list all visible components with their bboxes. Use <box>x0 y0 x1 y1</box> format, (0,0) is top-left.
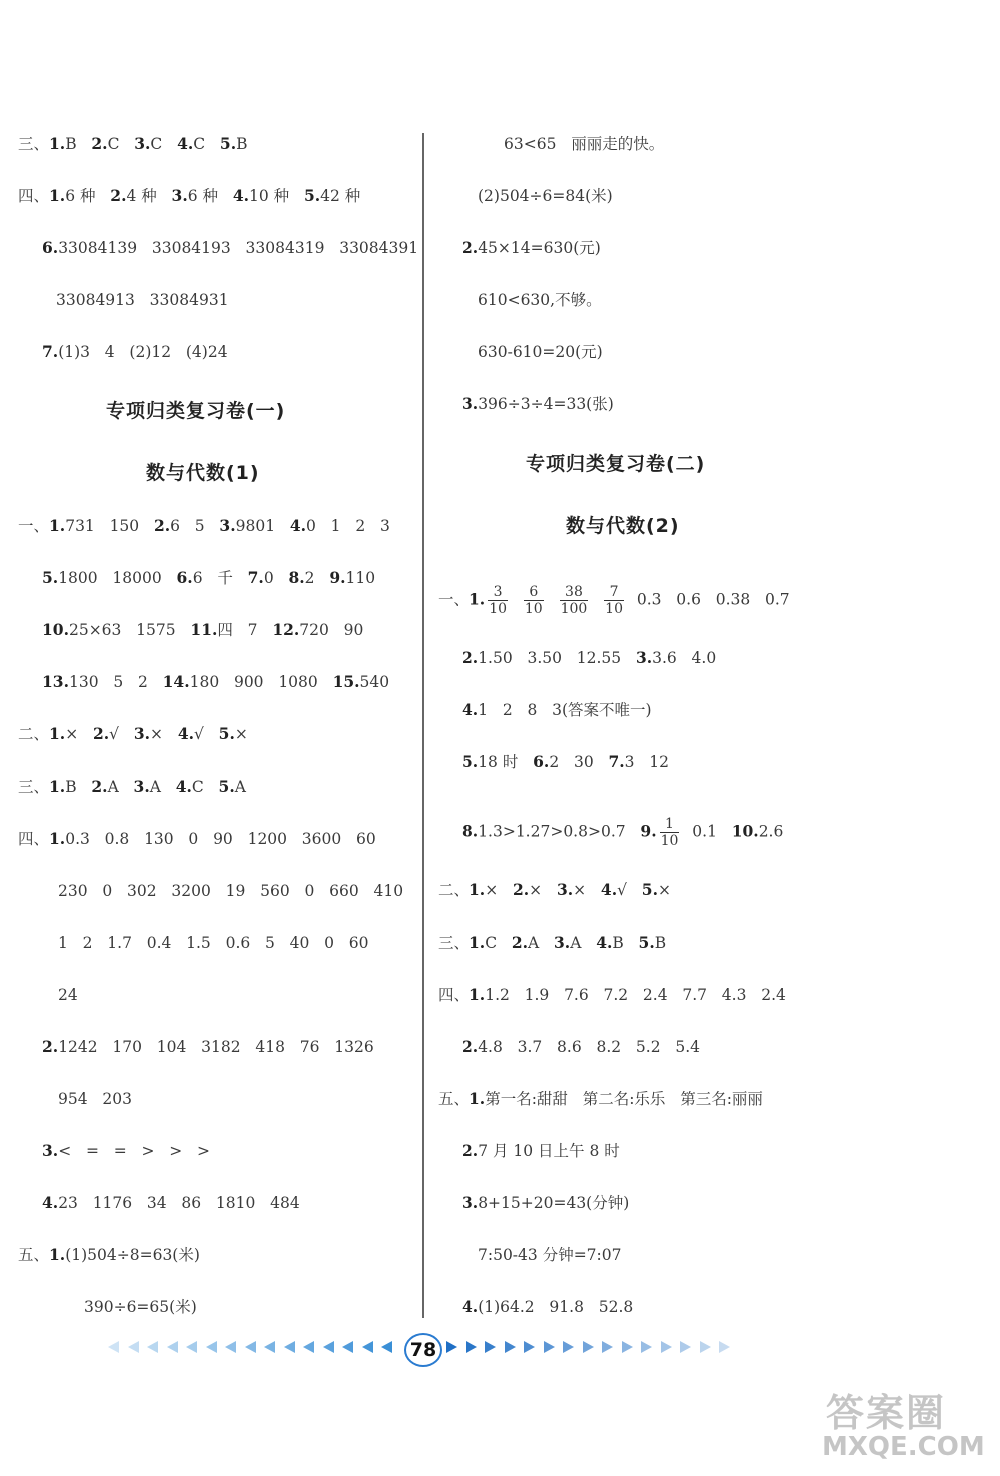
watermark-text: 答案圈 <box>826 1391 947 1435</box>
answer-line: 230 0 302 3200 19 560 0 660 410 <box>58 882 404 900</box>
fraction: $\frac{1}{10}$ <box>660 816 679 849</box>
right-arrow-icon <box>583 1341 594 1353</box>
answer-line: 2.1242 170 104 3182 418 76 1326 <box>42 1037 374 1056</box>
answer-line: 二、1.× 2.√ 3.× 4.√ 5.× <box>18 724 248 743</box>
right-arrow-icon <box>602 1341 613 1353</box>
answer-line: 四、1.0.3 0.8 130 0 90 1200 3600 60 <box>18 829 376 848</box>
answer-line: 33084913 33084931 <box>56 291 229 309</box>
answer-line: 390÷6=65(米) <box>84 1298 197 1316</box>
subsection-heading: 数与代数(1) <box>146 462 260 484</box>
left-arrow-icon <box>303 1341 314 1353</box>
left-arrow-icon <box>225 1341 236 1353</box>
answer-line-fractions: 一、1. $\frac{3}{10}$ $\frac{6}{10}$ $\frac{38}{100}$ $\frac{7}{10}$ 0.3 0.6 0.38 0.7 <box>438 584 790 617</box>
right-arrow-icon <box>446 1341 457 1353</box>
answer-line: 63<65 丽丽走的快。 <box>504 135 665 153</box>
right-arrow-icon <box>466 1341 477 1353</box>
right-column <box>428 0 1000 1476</box>
answer-line: 二、1.× 2.× 3.× 4.√ 5.× <box>438 880 671 899</box>
right-arrow-icon <box>622 1341 633 1353</box>
right-arrow-icon <box>641 1341 652 1353</box>
left-arrow-icon <box>167 1341 178 1353</box>
right-arrow-icon <box>661 1341 672 1353</box>
answer-line: 2.1.50 3.50 12.55 3.3.6 4.0 <box>462 648 717 667</box>
right-arrow-icon <box>680 1341 691 1353</box>
answer-line: 一、1.731 150 2.6 5 3.9801 4.0 1 2 3 <box>18 516 390 535</box>
answer-line: 6.33084139 33084193 33084319 33084391 <box>42 238 419 257</box>
answer-line: 24 <box>58 986 78 1004</box>
left-arrow-icon <box>245 1341 256 1353</box>
left-arrow-icon <box>108 1341 119 1353</box>
section-heading: 专项归类复习卷(一) <box>106 400 286 422</box>
answer-line: 3.8+15+20=43(分钟) <box>462 1193 630 1212</box>
column-divider <box>422 133 424 1318</box>
answer-line: 1 2 1.7 0.4 1.5 0.6 5 40 0 60 <box>58 934 369 952</box>
answer-line: 10.25×63 1575 11.四 7 12.720 90 <box>42 620 364 639</box>
left-arrow-icon <box>284 1341 295 1353</box>
answer-line: 630-610=20(元) <box>478 343 603 361</box>
fraction: $\frac{7}{10}$ <box>605 584 623 617</box>
answer-line: 3.396÷3÷4=33(张) <box>462 394 614 413</box>
answer-line: 7.(1)3 4 (2)12 (4)24 <box>42 342 228 361</box>
answer-line: 五、1.(1)504÷8=63(米) <box>18 1245 200 1264</box>
answer-line: 四、1.1.2 1.9 7.6 7.2 2.4 7.7 4.3 2.4 <box>438 985 786 1004</box>
right-arrow-icon <box>719 1341 730 1353</box>
answer-line-fractions: 8.1.3>1.27>0.8>0.7 9. $\frac{1}{10}$ 0.1 10.2.6 <box>462 816 784 849</box>
answer-line: 三、1.B 2.C 3.C 4.C 5.B <box>18 134 248 153</box>
left-arrow-icon <box>147 1341 158 1353</box>
answer-line: 3.< = = > > > <box>42 1141 211 1160</box>
page-footer <box>100 1333 740 1365</box>
left-arrow-icon <box>342 1341 353 1353</box>
subsection-heading: 数与代数(2) <box>566 515 680 537</box>
left-arrow-icon <box>264 1341 275 1353</box>
right-arrow-icon <box>505 1341 516 1353</box>
right-arrow-icon <box>700 1341 711 1353</box>
left-arrow-icon <box>362 1341 373 1353</box>
fraction: $\frac{6}{10}$ <box>524 584 543 617</box>
answer-line: 2.7 月 10 日上午 8 时 <box>462 1141 620 1160</box>
left-arrow-icon <box>323 1341 334 1353</box>
answer-line: 2.45×14=630(元) <box>462 238 601 257</box>
answer-line: 7:50-43 分钟=7:07 <box>478 1246 622 1264</box>
answer-line: 4.23 1176 34 86 1810 484 <box>42 1193 300 1212</box>
left-arrow-icon <box>186 1341 197 1353</box>
answer-line: 四、1.6 种 2.4 种 3.6 种 4.10 种 5.42 种 <box>18 186 361 205</box>
right-arrow-icon <box>563 1341 574 1353</box>
left-arrow-icon <box>206 1341 217 1353</box>
left-arrow-icon <box>381 1341 392 1353</box>
watermark-logo <box>822 1382 992 1468</box>
fraction: $\frac{38}{100}$ <box>560 584 588 617</box>
answer-line: 610<630,不够。 <box>478 291 602 309</box>
answer-line: 4.1 2 8 3(答案不唯一) <box>462 700 652 719</box>
left-arrow-icon <box>128 1341 139 1353</box>
answer-line: 三、1.C 2.A 3.A 4.B 5.B <box>438 933 667 952</box>
right-arrow-icon <box>485 1341 496 1353</box>
watermark-url: MXQE.COM <box>822 1432 985 1462</box>
answer-line: 三、1.B 2.A 3.A 4.C 5.A <box>18 777 246 796</box>
page-number: 78 <box>404 1333 442 1367</box>
answer-line: (2)504÷6=84(米) <box>478 187 613 205</box>
answer-line: 5.1800 18000 6.6 千 7.0 8.2 9.110 <box>42 568 376 587</box>
right-arrow-icon <box>544 1341 555 1353</box>
right-arrow-icon <box>524 1341 535 1353</box>
answer-line: 13.130 5 2 14.180 900 1080 15.540 <box>42 672 390 691</box>
answer-line: 五、1.第一名:甜甜 第二名:乐乐 第三名:丽丽 <box>438 1089 763 1108</box>
answer-line: 2.4.8 3.7 8.6 8.2 5.2 5.4 <box>462 1037 700 1056</box>
answer-line: 4.(1)64.2 91.8 52.8 <box>462 1297 634 1316</box>
left-column <box>0 0 420 1476</box>
section-heading: 专项归类复习卷(二) <box>526 453 706 475</box>
answer-line: 5.18 时 6.2 30 7.3 12 <box>462 752 670 771</box>
fraction: $\frac{3}{10}$ <box>489 584 508 617</box>
answer-line: 954 203 <box>58 1090 132 1108</box>
